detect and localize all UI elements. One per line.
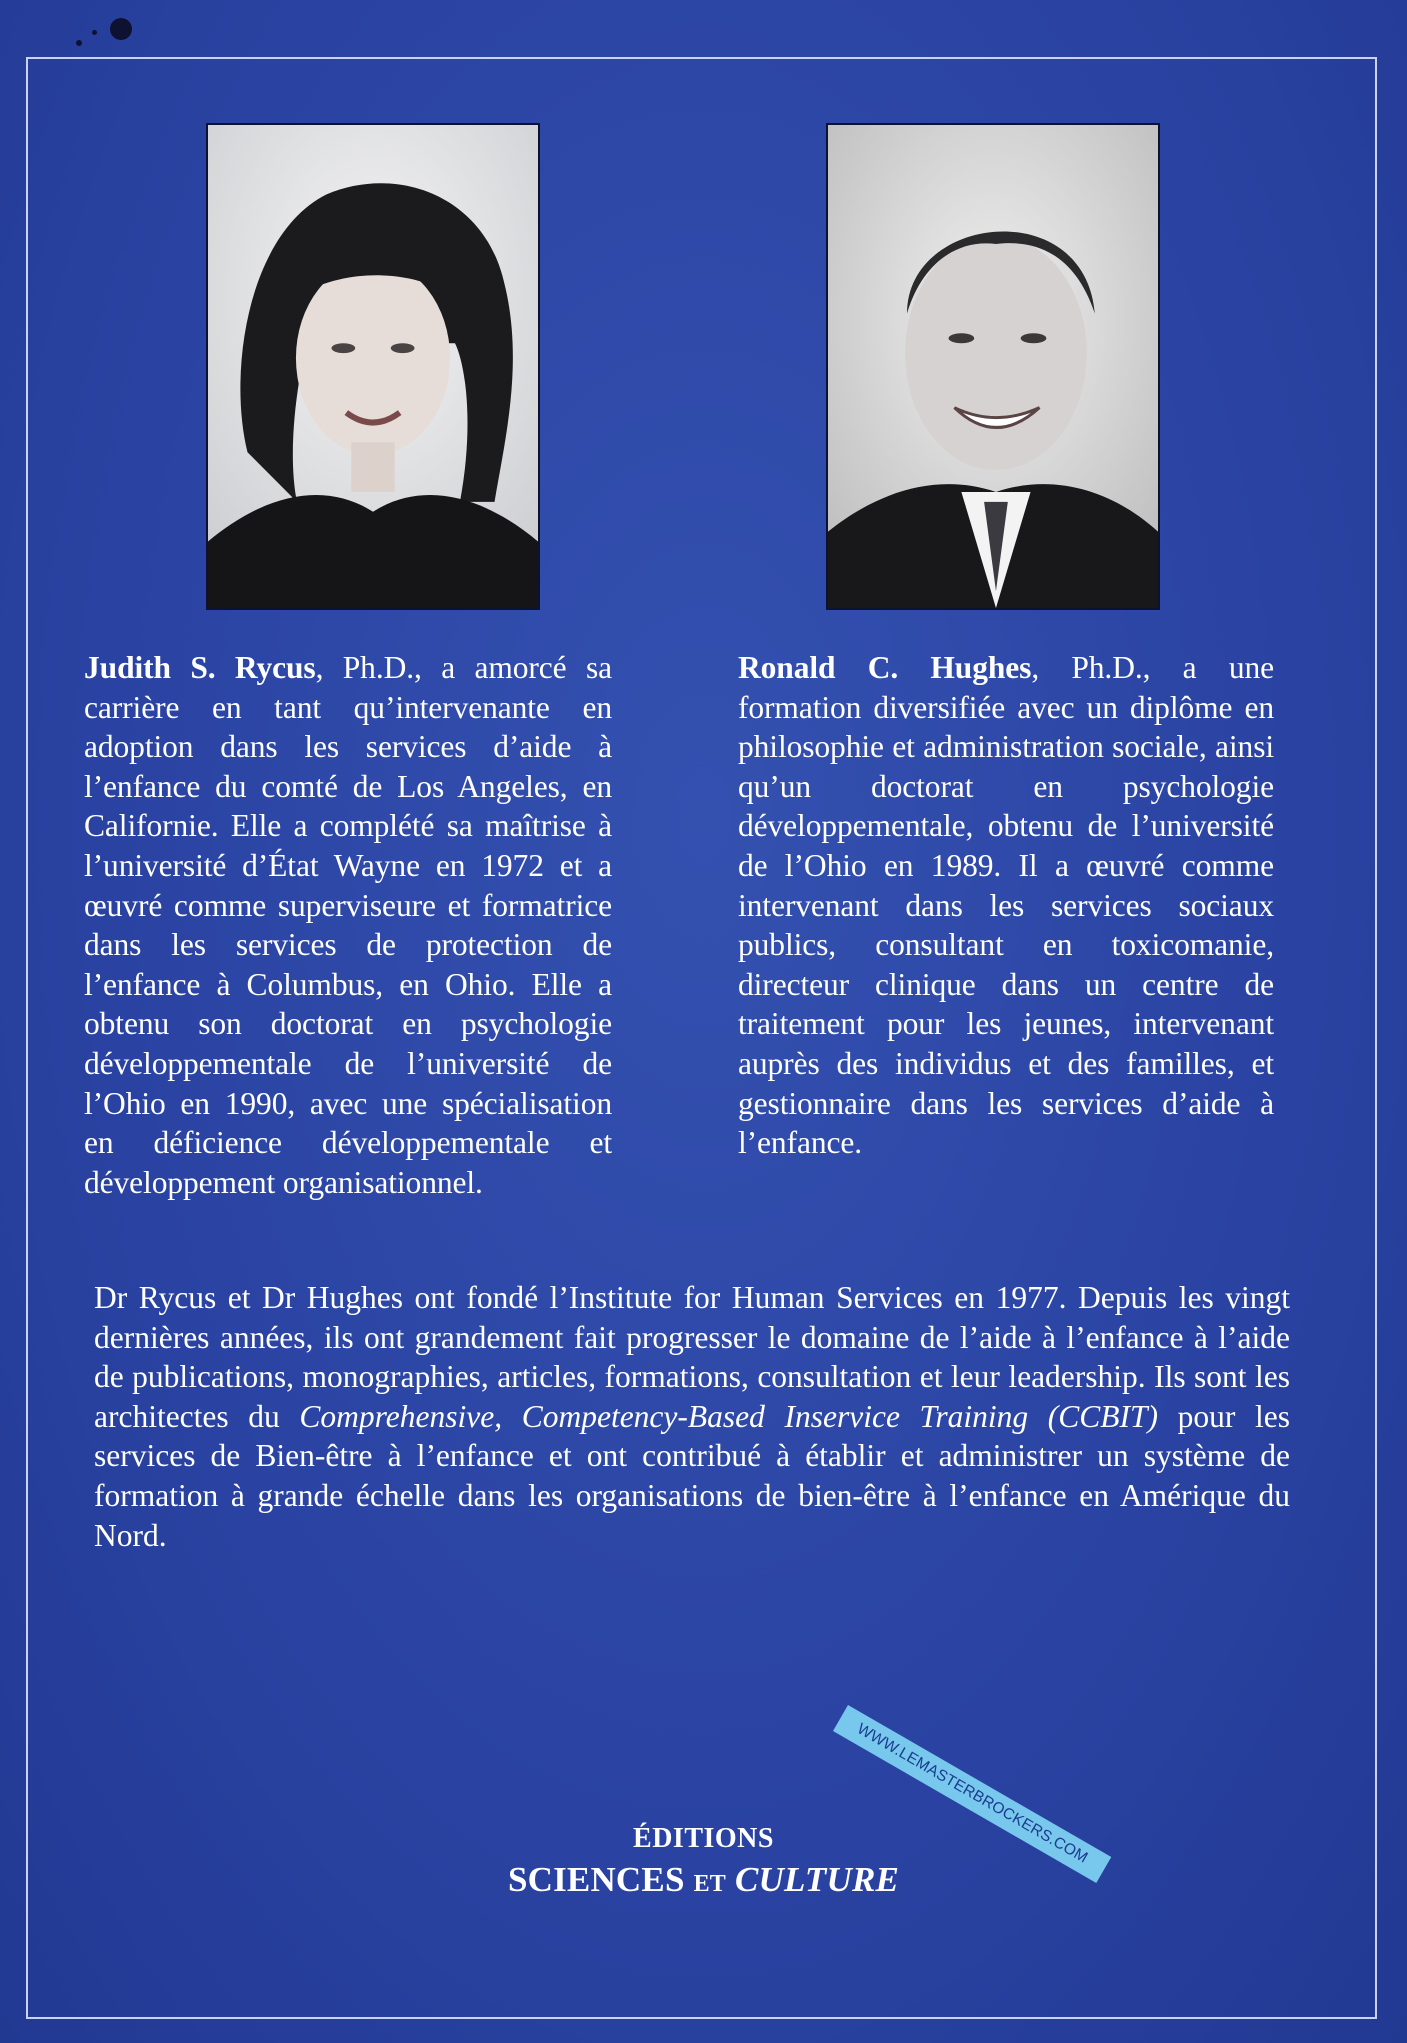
seller-url-sticker: WWW.LEMASTERBROCKERS.COM — [833, 1705, 1111, 1883]
publisher-logo — [0, 1860, 1407, 1900]
corner-scuff — [76, 40, 82, 46]
joint-text-before: Dr Rycus et Dr Hughes ont fondé l’Institute for Human Services en 1977. Depuis les vingt dernières années, ils ont grandement fait progresser le domaine de l’aide à l’enfance à l’aide de publications, monographies, articles, formations, consultation et leur leadership. Ils sont les architectes du — [94, 1280, 1290, 1434]
publisher-word-sciences: SCIENCES — [507, 1860, 685, 1899]
bio-text-hughes: , Ph.D., a une formation diversifiée avec un diplôme en philosophie et administration sociale, ainsi qu’un doctorat en psychologie développementale, obtenu de l’université de l’Ohio en 1989. Il a œuvré comme intervenant dans les services sociaux publics, consultant en toxicomanie, directeur clinique dans un centre de traitement pour les jeunes, intervenant auprès des individus et des familles, et gestionnaire dans les services d’aide à l’enfance. — [738, 650, 1274, 1161]
bio-rycus — [84, 648, 612, 1202]
joint-text-after: pour les services de Bien-être à l’enfance et ont contribué à établir et administrer un système de formation à grande échelle dans les organisations de bien-être à l’enfance en Amérique du Nord. — [94, 1398, 1290, 1553]
corner-scuff — [110, 18, 132, 40]
bio-hughes — [738, 648, 1274, 1163]
publisher-word-culture: CULTURE — [734, 1860, 900, 1899]
bio-text-rycus: , Ph.D., a amorcé sa carrière en tant qu’intervenante en adoption dans les services d’aide à l’enfance du comté de Los Angeles, en Californie. Elle a complété sa maîtrise à l’université d’État Wayne en 1972 et a œuvré comme superviseure et formatrice dans les services de protection de l’enfance à Columbus, en Ohio. Elle a obtenu son doctorat en psychologie développementale de l’université de l’Ohio en 1990, avec une spécialisation en déficience développementale et développement organisationnel. — [84, 650, 612, 1200]
author-name-rycus: Judith S. Rycus — [84, 650, 316, 685]
publisher-word-et: ET — [693, 1871, 726, 1897]
publisher-line-1: ÉDITIONS — [633, 1823, 774, 1854]
author-photo-rycus — [206, 123, 540, 610]
corner-scuff — [92, 30, 97, 35]
author-name-hughes: Ronald C. Hughes — [738, 650, 1032, 685]
joint-paragraph — [94, 1278, 1290, 1555]
program-title: Comprehensive, Competency-Based Inservice Training (CCBIT) — [299, 1398, 1158, 1434]
author-photo-hughes — [826, 123, 1160, 610]
